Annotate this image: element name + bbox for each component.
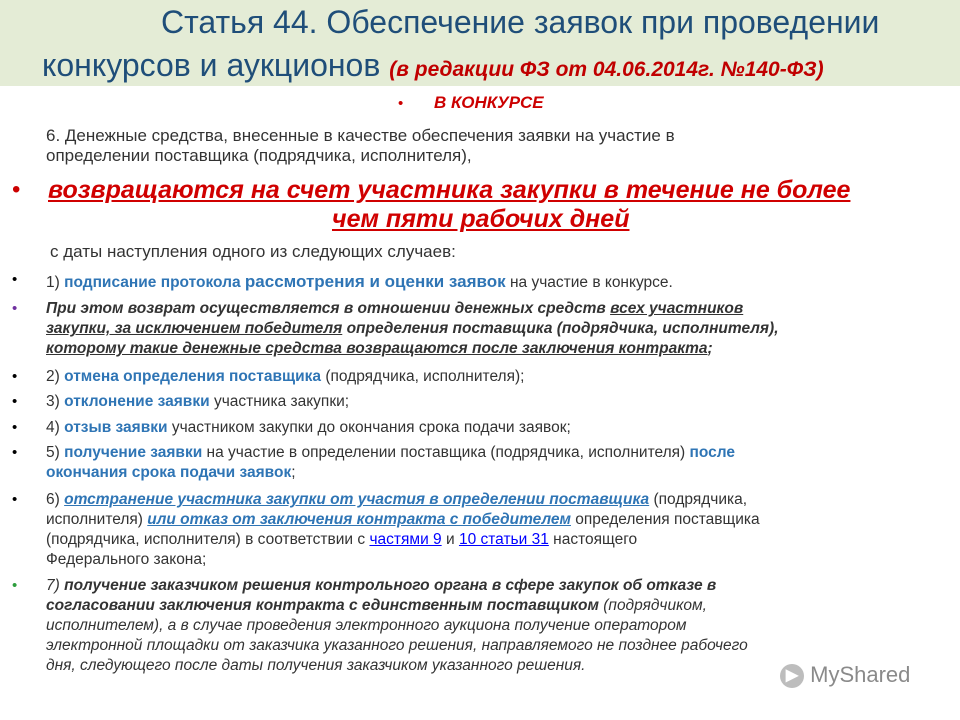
item3 xyxy=(46,393,349,411)
item7-line2 xyxy=(46,597,707,615)
slide-title-line2 xyxy=(42,47,824,84)
item6-e: определения поставщика xyxy=(575,511,760,528)
item7-c: (подрядчиком, xyxy=(603,597,707,614)
emphasis-line2: чем пяти рабочих дней xyxy=(332,205,630,233)
heading-bullet: • xyxy=(398,95,404,112)
note-l1a: При этом возврат осуществляется в отношении денежных средств xyxy=(46,300,606,317)
slide-title-line1: Статья 44. Обеспечение заявок при проведении xyxy=(161,4,880,40)
item6-line3 xyxy=(46,531,637,549)
item7-line4: электронной площадки от заказчика указанного решения, направляемого не позднее рабочего xyxy=(46,637,748,654)
item5-c: после xyxy=(689,444,736,461)
item3-b: участника закупки; xyxy=(213,393,350,410)
item6-num: 6) xyxy=(46,491,60,508)
title-edition-note: (в редакции ФЗ от 04.06.2014г. №140-ФЗ) xyxy=(389,58,824,81)
item6-b: (подрядчика, xyxy=(653,491,748,508)
item2-num: 2) xyxy=(46,368,60,385)
item7-line3: исполнителем), а в случае проведения электронного аукциона получение оператором xyxy=(46,617,687,634)
item6-bullet: • xyxy=(12,491,18,508)
item4 xyxy=(46,419,571,437)
emphasis-line1: возвращаются на счет участника закупки в течение не более xyxy=(48,176,851,204)
item4-num: 4) xyxy=(46,419,60,436)
note-l1b: всех участников xyxy=(610,300,744,317)
note-l2a: закупки, за исключением победителя xyxy=(46,320,343,337)
link-article31[interactable]: 10 статьи 31 xyxy=(458,531,549,548)
item6-d: или отказ от заключения контракта с победителем xyxy=(147,511,571,528)
note-l3b: ; xyxy=(707,340,713,357)
item7-f: дня, следующего после даты получения заказчиком указанного решения xyxy=(46,657,582,674)
section-heading: В КОНКУРСЕ xyxy=(434,93,544,112)
item4-bullet: • xyxy=(12,419,18,436)
item2 xyxy=(46,368,524,386)
item7-g: . xyxy=(581,657,586,674)
item7-line1 xyxy=(46,577,716,595)
item3-bullet: • xyxy=(12,393,18,410)
since-text: с даты наступления одного из следующих случаев: xyxy=(50,242,456,261)
item3-num: 3) xyxy=(46,393,60,410)
title-line2-text: конкурсов и аукционов xyxy=(42,47,381,83)
item6-a: отстранение участника закупки от участия в определении поставщика xyxy=(64,491,650,508)
item4-a: отзыв заявки xyxy=(64,419,168,436)
item6-line1 xyxy=(46,491,747,509)
item7-bullet: • xyxy=(12,577,18,594)
item4-b: участником закупки до окончания срока подачи заявок; xyxy=(171,419,571,436)
link-part9[interactable]: частями 9 xyxy=(369,531,442,548)
note-l3a: которому такие денежные средства возвращаются после заключения контракта xyxy=(46,340,708,357)
myshared-logo-icon: ▶ xyxy=(780,664,804,688)
note-line3 xyxy=(46,340,713,358)
item5-a: получение заявки xyxy=(64,444,203,461)
intro-line2: определении поставщика (подрядчика, исполнителя), xyxy=(46,146,472,165)
item5-num: 5) xyxy=(46,444,60,461)
item6-f: (подрядчика, исполнителя) в соответствии с xyxy=(46,531,366,548)
item5-bullet: • xyxy=(12,444,18,461)
item5-line1 xyxy=(46,444,735,462)
note-l2b: определения поставщика (подрядчика, исполнителя), xyxy=(346,320,779,337)
item5-b: на участие в определении поставщика (подрядчика, исполнителя) xyxy=(206,444,686,461)
item7-b: согласовании заключения контракта с единственным поставщиком xyxy=(46,597,599,614)
item6-c: исполнителя) xyxy=(46,511,143,528)
item6-j: настоящего xyxy=(553,531,638,548)
item7-a: получение заказчиком решения контрольного органа в сфере закупок об отказе в xyxy=(64,577,717,594)
item5-d: окончания срока подачи заявок xyxy=(46,464,292,481)
item6-h: и xyxy=(445,531,455,548)
item1-num: 1) xyxy=(46,274,60,291)
item1-c: на участие в конкурсе. xyxy=(509,274,673,291)
item3-a: отклонение заявки xyxy=(64,393,210,410)
item7-line5 xyxy=(46,657,585,675)
item1-bullet: • xyxy=(12,271,18,288)
item1 xyxy=(46,272,673,292)
item1-a: подписание протокола xyxy=(64,274,241,291)
item6-line2 xyxy=(46,511,760,529)
emphasis-bullet: • xyxy=(12,176,21,203)
item6-line4: Федерального закона; xyxy=(46,551,207,568)
note-line2 xyxy=(46,320,779,338)
note-bullet: • xyxy=(12,300,18,317)
item1-b: рассмотрения и оценки заявок xyxy=(244,272,506,291)
item2-b: (подрядчика, исполнителя); xyxy=(325,368,525,385)
watermark-logo xyxy=(780,662,910,688)
item2-bullet: • xyxy=(12,368,18,385)
watermark-text: MyShared xyxy=(810,662,911,687)
item5-line2 xyxy=(46,464,296,482)
item5-e: ; xyxy=(291,464,296,481)
intro-line1: 6. Денежные средства, внесенные в качестве обеспечения заявки на участие в xyxy=(46,126,675,145)
note-line1 xyxy=(46,300,743,318)
item7-num: 7) xyxy=(46,577,60,594)
item2-a: отмена определения поставщика xyxy=(64,368,322,385)
